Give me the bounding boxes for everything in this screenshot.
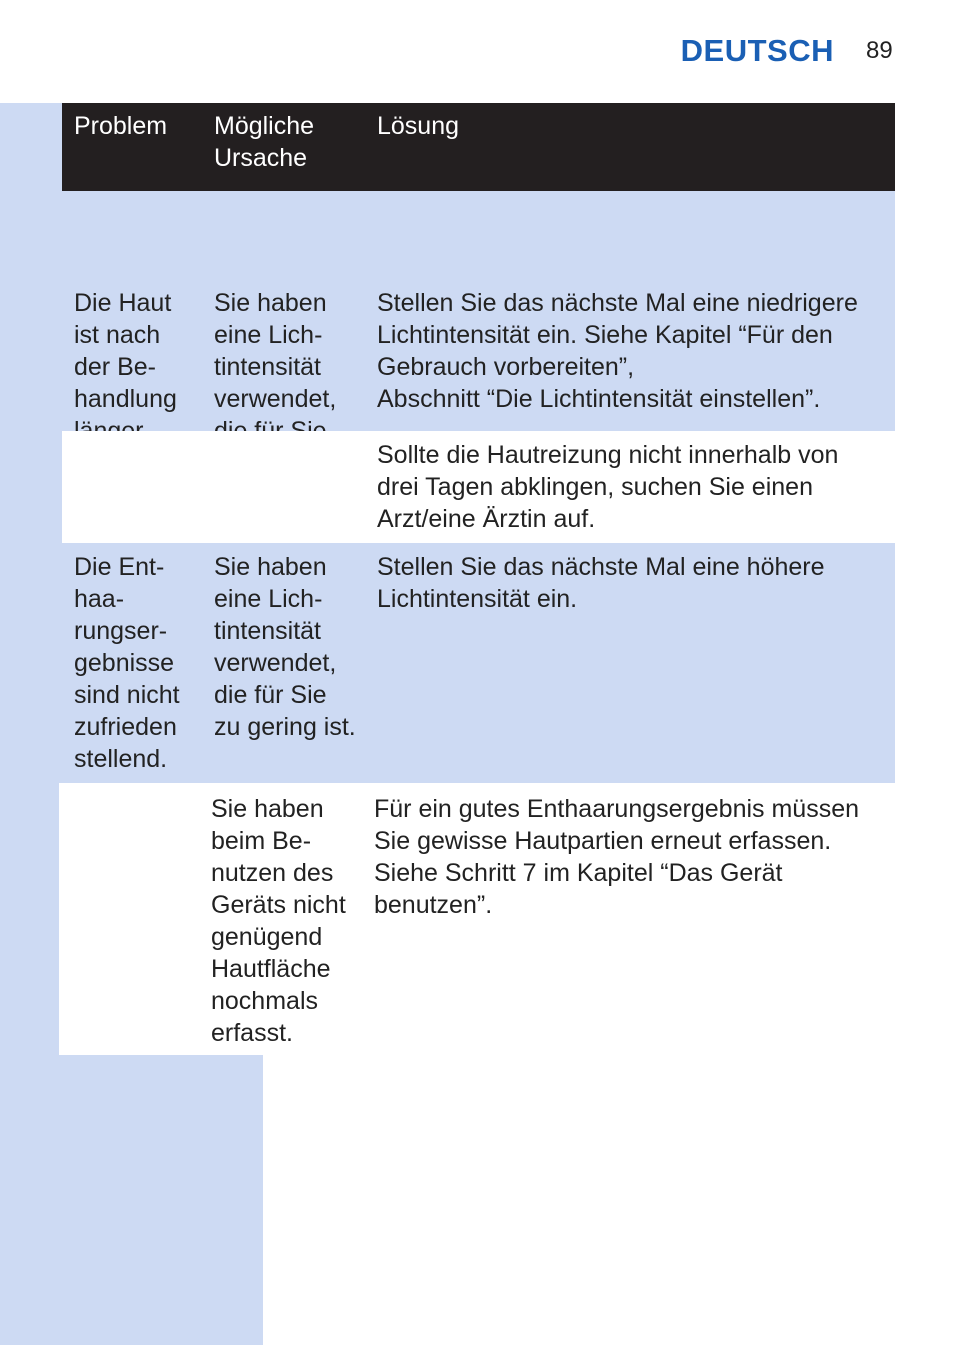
column-header-problem: Problem [74, 112, 168, 140]
table-row [62, 191, 895, 431]
cause-cell: Sie haben beim Be- nutzen des Geräts nicht genügend Hautfläche nochmals erfasst. [211, 795, 346, 1047]
page-number: 89 [866, 37, 893, 64]
table-header-row [62, 103, 895, 191]
table-row [62, 543, 895, 783]
table-row [62, 431, 895, 543]
language-heading: DEUTSCH [680, 33, 834, 68]
solution-cell: Stellen Sie das nächste Mal eine höhere Lichtintensität ein. [377, 553, 825, 613]
column-header-solution: Lösung [377, 112, 460, 140]
problem-cell: Die Haut ist nach der Be- handlung [74, 289, 177, 413]
troubleshooting-table [62, 103, 895, 1055]
problem-cell: Die Ent- haa- rungser- gebnisse sind nicht zufrieden stellend. [74, 553, 180, 773]
solution-cell: Sollte die Hautreizung nicht innerhalb von drei Tagen abklingen, suchen Sie einen Arzt/eine Ärztin auf. [377, 441, 839, 533]
solution-cell: Für ein gutes Enthaarungsergebnis müssen Sie gewisse Hautpartien erneut erfassen. Siehe Schritt 7 im Kapitel “Das Gerät benutzen”. [374, 795, 860, 919]
cause-cell: Sie haben eine Lich- tintensität verwendet, [214, 289, 337, 413]
column-header-cause: Mögliche Ursache [214, 112, 315, 172]
cause-cell: Sie haben eine Lich- tintensität verwendet, die für Sie zu gering ist. [214, 553, 356, 741]
solution-cell: Stellen Sie das nächste Mal eine niedrigere Lichtintensität ein. Siehe Kapitel “Für den Gebrauch vorbereiten”, Abschnitt “Die Lichtintensität einstellen”. [377, 289, 858, 413]
table-row [59, 783, 895, 1055]
